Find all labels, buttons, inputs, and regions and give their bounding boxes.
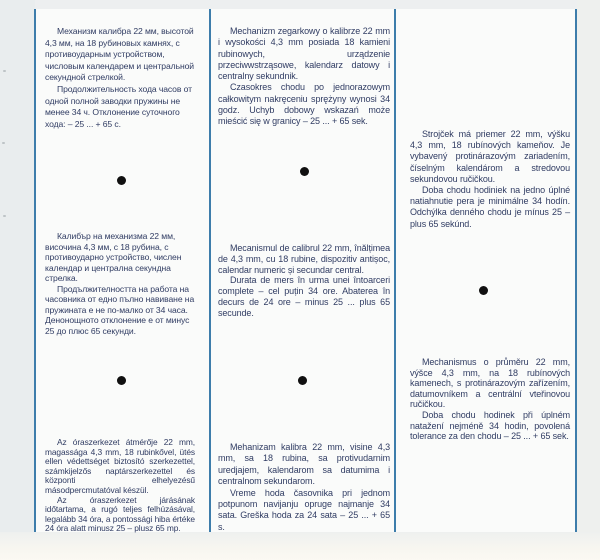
scan-speck (3, 70, 6, 72)
paragraph: Doba chodu hodiniek na jedno úplné natiahnutie pera je minimálne 34 hodín. Odchýlka denného chodu je mínus 25 – plus 65 sekúnd. (410, 185, 570, 229)
paragraph: Mechanizm zegarkowy o kalibrze 22 mm i wysokości 4,3 mm posiada 18 kamieni rubinowych, urządzenie przeciwwstrząsowe, kalendarz datowy i centralny sekundnik. (218, 26, 390, 82)
text-block-bulgarian (45, 231, 195, 336)
text-block-serbo-croatian (218, 442, 390, 533)
section-marker-dot (479, 286, 488, 295)
section-marker-dot (300, 167, 309, 176)
paragraph: Mehanizam kalibra 22 mm, visine 4,3 mm, sa 18 rubina, sa protivudarnim uredjajem, kalendarom sa datumima i centralnom sekundarom. (218, 442, 390, 487)
paragraph: Mechanismus o průměru 22 mm, výšce 4,3 mm, na 18 rubínových kamenech, s protinárazovým zařízením, datumovníkem a centrální vteřinovou ručičkou. (410, 357, 570, 410)
paragraph: Doba chodu hodinek při úplném natažení nejméně 34 hodin, povolená tolerance za den chodu – 25 ... + 65 sek. (410, 409, 570, 442)
paragraph: Strojček má priemer 22 mm, výšku 4,3 mm, 18 rubínových kameňov. Je vybavený protinárazovým zariadením, číselným kalendárom a stredovou sekundovou ručičkou. (410, 129, 570, 184)
page-left-margin (0, 0, 35, 560)
column-rule-middle-left (209, 9, 211, 532)
paragraph: Калибър на механизма 22 мм, височина 4,3 мм, с 18 рубина, с противоударно устройство, числен календар и централна секундна стрелка. (45, 231, 182, 283)
text-block-slovak (410, 129, 570, 230)
paragraph: Czasokres chodu po jednorazowym całkowitym nakręceniu sprężyny wynosi 34 godz. Uchyb dobowy wskazań może mieścić się w granicy – 25 ... + 65 sek. (218, 82, 390, 127)
scan-speck (3, 215, 6, 217)
scan-speck (2, 142, 5, 144)
paragraph: Механизм калибра 22 мм, высотой 4,3 мм, на 18 рубиновых камнях, с противоударным устройством, числовым календарем и центральной секундной стрелкой. (45, 26, 194, 83)
section-marker-dot (298, 376, 307, 385)
paragraph: Durata de mers în urma unei întoarceri complete – cel puțin 34 ore. Abaterea în decurs de 24 ore – minus 25 ... plus 65 secunde. (218, 275, 390, 318)
paragraph: Продолжительность хода часов от одной полной заводки пружины не менее 34 ч. Отклонение суточного хода: – 25 ... + 65 с. (45, 83, 192, 129)
text-block-romanian (218, 243, 390, 319)
page-right-margin (577, 0, 600, 560)
text-block-hungarian (45, 438, 195, 534)
section-marker-dot (117, 176, 126, 185)
paragraph: Vreme hoda časovnika pri jednom potpunom navijanju opruge najmanje 34 sata. Greška hoda za 24 sata – 25 ... + 65 s. (218, 487, 390, 532)
column-rule-middle-right (394, 9, 396, 532)
text-block-polish (218, 26, 390, 128)
column-rule-left (34, 9, 36, 532)
paragraph: Az óraszerkezet átmérője 22 mm, magassága 4,3 mm, 18 rubinkővel, ütés ellen védettséget biztosító szerkezettel, számkijelzős naptárszerkezettel és központi elhelyezésű másodpercmutatóval készül. (45, 437, 195, 495)
section-marker-dot (117, 376, 126, 385)
text-block-russian (45, 26, 195, 130)
paragraph: Mecanismul de calibrul 22 mm, înălțimea de 4,3 mm, cu 18 rubine, dispozitiv antișoc, calendar numeric și secundar central. (218, 243, 390, 275)
page-bottom-edge (0, 532, 600, 560)
paragraph: Az óraszerkezet járásának időtartama, a rugó teljes felhúzásával, legalább 34 óra, a pontossági hiba értéke 24 óra alatt minusz 25 – plusz 65 mp. (45, 494, 195, 534)
text-block-czech (410, 357, 570, 442)
paragraph: Продължителността на работа на часовника от едно пълно навиване на пружината е не по-малко от 34 часа. Денонощното отклонение е от минус 25 до плюс 65 секунди. (45, 283, 195, 336)
column-rule-right (575, 9, 577, 532)
